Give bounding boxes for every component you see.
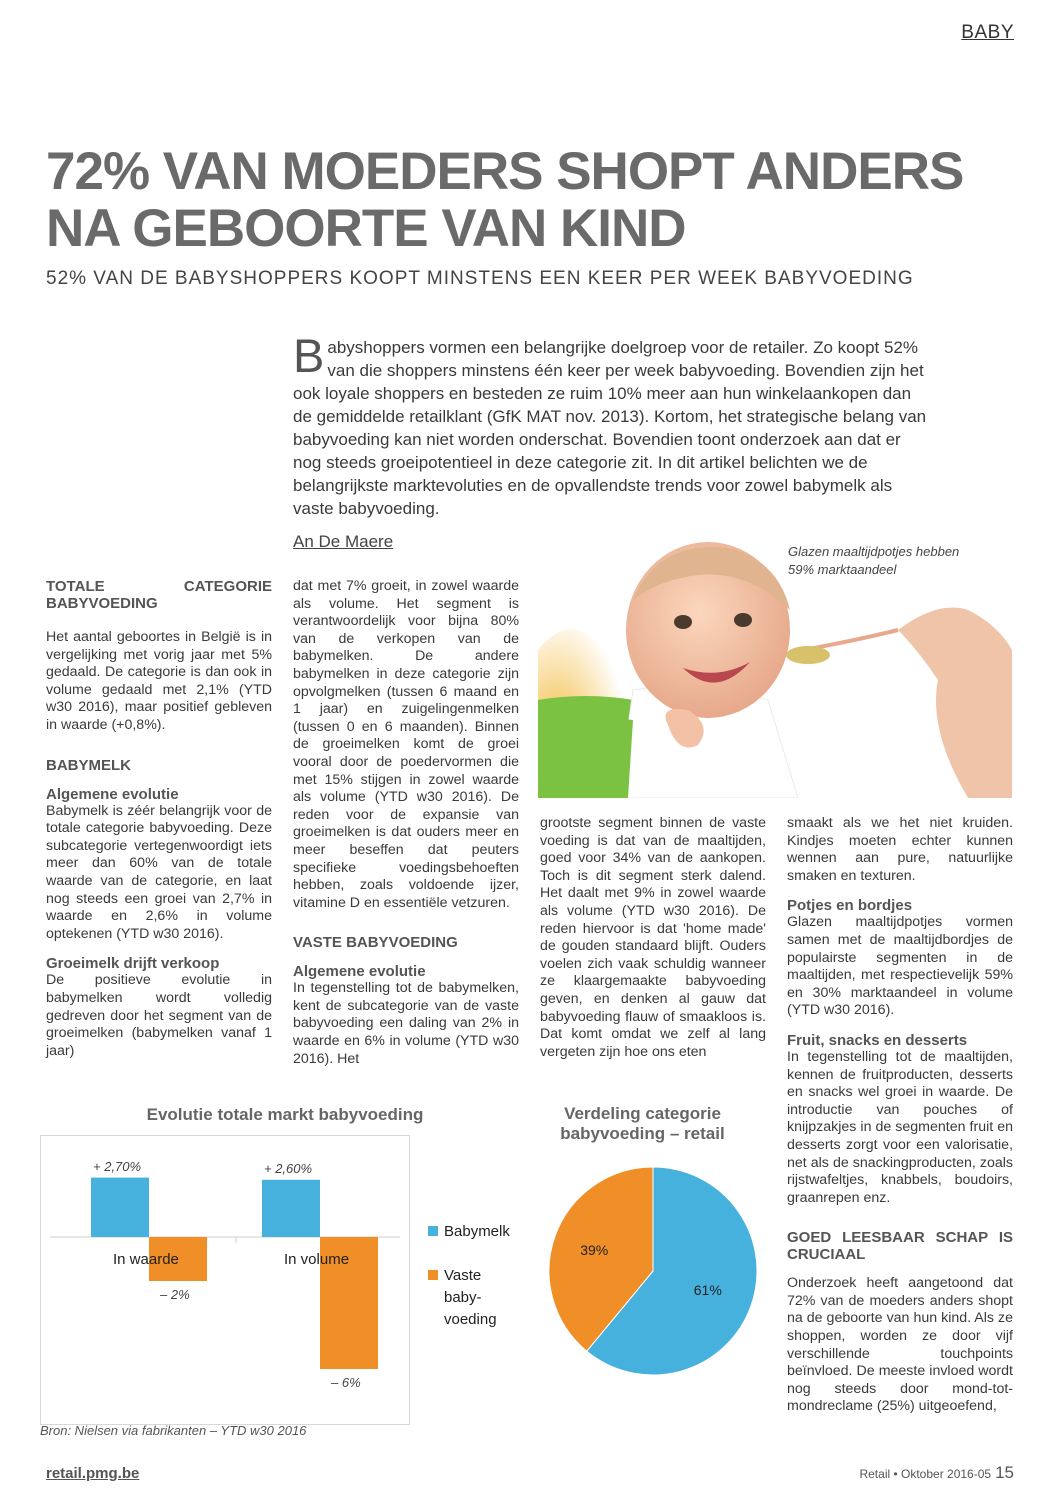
bar-babymelk-volume bbox=[262, 1180, 320, 1237]
column-2 bbox=[293, 578, 519, 1068]
legend-swatch-vaste bbox=[428, 1270, 438, 1280]
footer-site-link[interactable]: retail.pmg.be bbox=[46, 1465, 140, 1482]
photo-caption: Glazen maaltijdpotjes hebben 59% marktaandeel bbox=[788, 544, 960, 577]
bar-label-vaste-volume: – 6% bbox=[331, 1375, 361, 1390]
bar-chart-title: Evolutie totale markt babyvoeding bbox=[146, 1105, 424, 1124]
column-4 bbox=[787, 815, 1013, 1416]
legend-item-vaste bbox=[428, 1265, 497, 1331]
pie-chart-title-line-2: babyvoeding – retail bbox=[560, 1124, 725, 1143]
footer-magazine: Retail • Oktober 2016-05 bbox=[859, 1467, 992, 1481]
pie-chart-title-line-1: Verdeling categorie bbox=[564, 1104, 721, 1123]
pie-label-vaste: 39% bbox=[580, 1241, 609, 1258]
heading-vaste-babyvoeding: VASTE BABYVOEDING bbox=[293, 934, 458, 952]
bar-label-babymelk-volume: + 2,60% bbox=[264, 1160, 313, 1176]
subheading-algemene-evolutie-2: Algemene evolutie bbox=[293, 963, 426, 981]
paragraph-potjes-bordjes: Glazen maaltijdpotjes vormen samen met de maaltijdbordjes de populairste segmenten in de maaltijden, met respectievelijk 59% en 30% marktaandeel in volume (YTD w30 2016). bbox=[787, 914, 1013, 1019]
footer-page-info bbox=[859, 1463, 1014, 1483]
column-1 bbox=[46, 578, 272, 1060]
paragraph-smaken: smaakt als we het niet kruiden. Kindjes moeten echter kunnen wennen aan pure, natuurlijke smaken en texturen. bbox=[787, 815, 1013, 884]
heading-leesbaar-schap: GOED LEESBAAR SCHAP IS CRUCIAAL bbox=[787, 1229, 1013, 1264]
subheading-algemene-evolutie: Algemene evolutie bbox=[46, 785, 179, 803]
intro-text: abyshoppers vormen een belangrijke doelgroep voor de retailer. Zo koopt 52% van die shoppers minstens één keer per week babyvoeding. Bovendien zijn het ook loyale shoppers en besteden ze ruim 10% meer aan hun winkelaankopen dan de gemiddelde retailklant (GfK MAT nov. 2013). Kortom, het strategische belang van babyvoeding kan niet worden onderschat. Bovendien toont onderzoek aan dat er nog steeds groeipotentieel in deze categorie zit. In dit artikel belichten we de belangrijkste marktevoluties en de opvallendste trends voor zowel babymelk als vaste babyvoeding. bbox=[293, 338, 927, 518]
bar-babymelk-waarde bbox=[91, 1178, 149, 1237]
headline-line-1: 72% VAN MOEDERS SHOPT ANDERS bbox=[46, 142, 964, 201]
pie-chart bbox=[545, 1165, 765, 1385]
category-label-waarde: In waarde bbox=[113, 1251, 179, 1268]
bar-label-vaste-waarde: – 2% bbox=[160, 1287, 190, 1302]
paragraph-fruit-snacks: In tegenstelling tot de maaltijden, kennen de fruitproducten, desserts en snacks wel groei in waarde. De introductie van pouches of knijpzakjes in de segmenten fruit en desserts zorgt voor een valorisatie, net als de snackingproducten, zoals rijstwafeltjes, knabbels, boudoirs, graanrepen enz. bbox=[787, 1048, 1013, 1206]
drop-cap: B bbox=[293, 329, 325, 382]
paragraph-maaltijden: grootste segment binnen de vaste voeding is dat van de maaltijden, goed voor 34% van de aankopen. Toch is dit segment sterk dalend. Het daalt met 9% in zowel waarde als volume (YTD w30 2016). De reden hiervoor is dat 'home made' de gouden standaard blijft. Ouders voelen zich vaak schuldig wanneer ze klaargemaakte babyvoeding geven, en denken al gauw dat babyvoeding flauw of smaakloos is. Dat komt omdat we zelf al lang vergeten zijn hoe ons eten bbox=[540, 815, 766, 1060]
paragraph-groeimelk-cont: dat met 7% groeit, in zowel waarde als volume. Het segment is verantwoordelijk voor bijna 80% van de verkopen van de babymelken. De andere babymelken in deze categorie zijn opvolgmelken (tussen 6 maand en 1 jaar) en zuigelingenmelken (tussen 0 en 6 maanden). Binnen de groeimelken komt de groei vooral door de poedervormen die met 15% stijgen in zowel waarde als volume (YTD w30 2016). De reden voor de expansie van groeimelken is dat ouders meer en meer beseffen dat peuters specifieke voedingsbehoeften hebben, zoals voldoende ijzer, vitamine D en essentiële vetzuren. bbox=[293, 578, 519, 911]
paragraph-vaste-evolutie: In tegenstelling tot de babymelken, kent de subcategorie van de vaste babyvoeding een daling van 2% in waarde en 6% in volume (YTD w30 2016). Het bbox=[293, 980, 519, 1067]
subheading-potjes-bordjes: Potjes en bordjes bbox=[787, 897, 913, 915]
legend-item-babymelk bbox=[428, 1221, 510, 1243]
page-number: 15 bbox=[995, 1463, 1014, 1482]
subheadline: 52% VAN DE BABYSHOPPERS KOOPT MINSTENS EEN KEER PER WEEK BABYVOEDING bbox=[46, 268, 914, 289]
pie-label-babymelk: 61% bbox=[693, 1282, 722, 1299]
heading-totale-categorie: TOTALE CATEGORIE BABYVOEDING bbox=[46, 578, 272, 612]
intro-paragraph bbox=[293, 329, 933, 520]
heading-babymelk: BABYMELK bbox=[46, 756, 131, 774]
legend-label-babymelk: Babymelk bbox=[444, 1223, 510, 1240]
paragraph-leesbaar-schap: Onderzoek heeft aangetoond dat 72% van de moeders anders shopt na de geboorte van hun kind. Als ze shoppen, worden ze door vijf verschillende touchpoints beïnvloed. De meeste invloed wordt nog steeds door mond-tot-mondreclame (25%) uitgeoefend, bbox=[787, 1275, 1013, 1415]
category-label-volume: In volume bbox=[284, 1251, 350, 1268]
subheading-fruit-snacks: Fruit, snacks en desserts bbox=[787, 1031, 968, 1049]
pie-chart-title bbox=[540, 1104, 745, 1144]
paragraph-groeimelk: De positieve evolutie in babymelken wordt volledig gedreven door het segment van de groeimelken (babymelken vanaf 1 jaar) bbox=[46, 972, 272, 1059]
paragraph-babymelk-evolutie: Babymelk is zéér belangrijk voor de totale categorie babyvoeding. Deze subcategorie vertegenwoordigt iets meer dan 60% van de totale waarde van de categorie, en laat nog steeds een groei van 2,7% in waarde en 2,6% in volume optekenen (YTD w30 2016). bbox=[46, 802, 272, 942]
section-tag[interactable]: BABY bbox=[961, 22, 1014, 43]
subheading-groeimelk: Groeimelk drijft verkoop bbox=[46, 955, 220, 973]
column-3 bbox=[540, 815, 766, 1061]
legend-swatch-babymelk bbox=[428, 1226, 438, 1236]
paragraph-totale-categorie: Het aantal geboortes in België is in vergelijking met vorig jaar met 5% gedaald. De categorie is dan ook in volume gedaald met 2,1% (YTD w30 2016), maar positief gebleven in waarde (+0,8%). bbox=[46, 629, 272, 733]
headline-line-2: NA GEBOORTE VAN KIND bbox=[46, 199, 686, 258]
bar-label-babymelk-waarde: + 2,70% bbox=[93, 1158, 142, 1174]
legend-label-vaste-2: baby- bbox=[444, 1289, 482, 1306]
chart-source: Bron: Nielsen via fabrikanten – YTD w30 2016 bbox=[40, 1423, 307, 1438]
legend-label-vaste-1: Vaste bbox=[444, 1267, 482, 1284]
legend-label-vaste-3: voeding bbox=[444, 1311, 497, 1328]
author-link[interactable]: An De Maere bbox=[293, 532, 394, 551]
headline bbox=[46, 143, 1006, 257]
